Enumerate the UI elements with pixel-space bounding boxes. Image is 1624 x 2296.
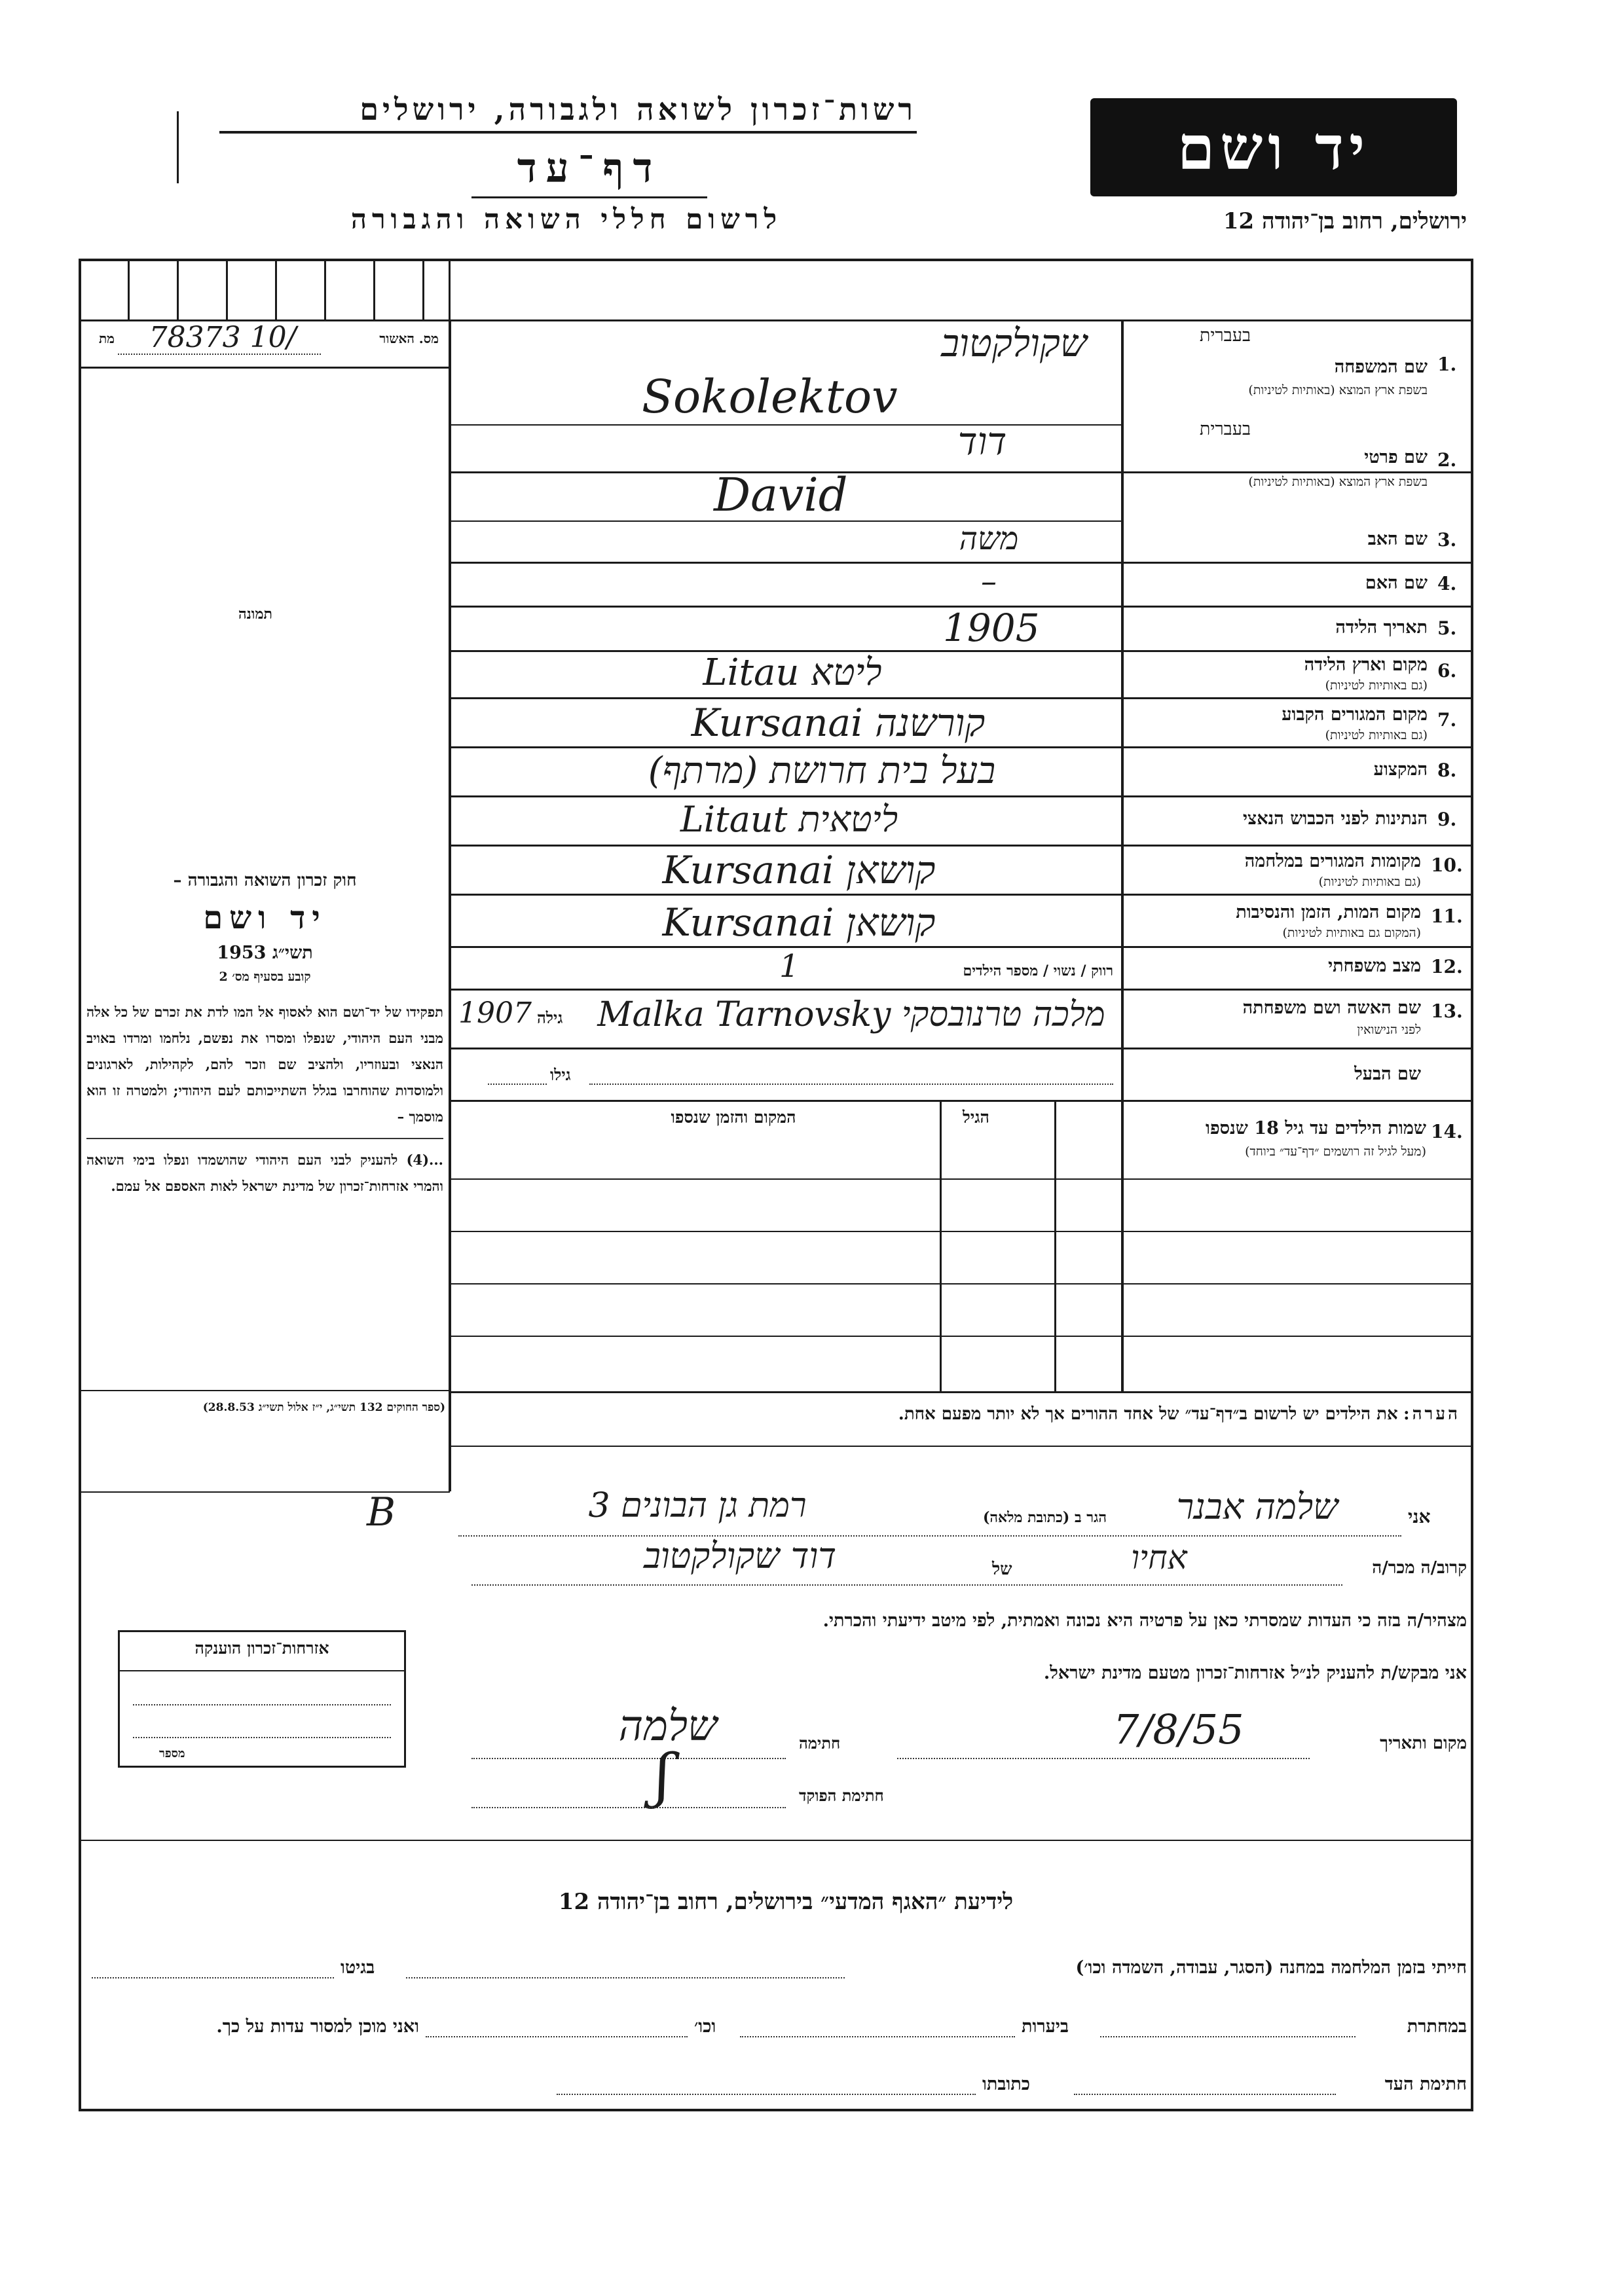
decl-line2-value: אחיו (1131, 1539, 1187, 1576)
bottom-line1-end: בגיטו (341, 1958, 375, 1978)
law-name: יד ושם (203, 900, 327, 936)
field-7-value: Kursanai קורשנה (691, 701, 986, 745)
field-7-label: מקום המגורים הקבוע (1282, 704, 1428, 725)
logo-text: יד ושם (1177, 113, 1371, 183)
label-column-divider (1121, 319, 1124, 1393)
field-1-number: 1. (1437, 354, 1457, 375)
decl-line3: מצהיר/ה בזה כי העדות שמסרתי כאן על פרטיה היא נכונה ואמתית, לפי מיטב ידיעתי והכרתי. (822, 1611, 1467, 1631)
field-6-label: מקום וארץ הלידה (1304, 655, 1428, 675)
field-2-label: שם פרטי (1364, 447, 1428, 467)
field-5-number: 5. (1437, 617, 1457, 639)
bottom-line2-forests: ביערות (1022, 2016, 1069, 2037)
form-title: דף־עד (517, 144, 662, 192)
field-13-age-label: גילה (537, 1008, 563, 1027)
decl-line2-middle: של (992, 1559, 1012, 1579)
field-13-age-value: 1907 (458, 996, 532, 1030)
bottom-line2-etc: וכו׳ (694, 2016, 716, 2037)
law-reference: (ספר החוקים 132 תשי״ג, י״ז אלול תשי״ג 28.8.53) (202, 1401, 445, 1414)
field-2-number: 2. (1437, 449, 1457, 471)
field-14-label: שמות הילדים עד גיל 18 שנספו (1206, 1118, 1426, 1139)
law-divider (86, 1138, 443, 1139)
field-6-sub: (גם באותיות לטיניות) (1325, 678, 1428, 693)
decl-line1-label: אני (1408, 1506, 1431, 1527)
field-12-value: 1 (779, 948, 800, 985)
field-1-hebrew-value: שקולקטוב (941, 321, 1087, 365)
field-9-value: ליטאית Litaut (680, 799, 898, 840)
field-11-number: 11. (1431, 905, 1463, 927)
field-5-value: 1905 (943, 606, 1040, 650)
field-10-number: 10. (1431, 854, 1463, 876)
note-label: הערה: (1403, 1404, 1460, 1424)
address: ירושלים, רחוב בן־יהודה 12 (1223, 208, 1467, 234)
field-2-sub: בשפת ארץ המוצא (באותיות לטיניות) (1248, 475, 1428, 489)
children-col-age: הגיל (963, 1108, 989, 1127)
field-14-sub: (מעל לגיל זה רושמים ״דף־עד״ ביוחד) (1245, 1144, 1426, 1159)
field-13-label: שם האשה ושם משפחתה (1242, 998, 1421, 1018)
field-2-hebrew-value: דוד (957, 419, 1007, 464)
decl-line1-value: שלמה אבנר (1176, 1486, 1338, 1527)
field-12-label: מצב משפחתי (1328, 956, 1421, 976)
field-11-label: מקום המות, הזמן והנסיבות (1236, 902, 1421, 922)
law-ref-top (79, 1390, 450, 1391)
field-8-value: בעל בית חרושת (מרתף) (648, 750, 996, 792)
field-8-number: 8. (1437, 759, 1457, 781)
field-8-label: המקצוע (1373, 759, 1428, 780)
field-13-sub: לפני הנישואין (1357, 1023, 1421, 1037)
citizenship-box-title: אזרחות־זכרון הוענקה (194, 1639, 329, 1658)
decl-line2-name: דוד שקולקטוב (643, 1535, 837, 1576)
field-14-number: 14. (1431, 1121, 1463, 1142)
field-11-sub: (המקום גם באותיות לטיניות) (1282, 926, 1421, 940)
field-10-sub: (גם באותיות לטיניות) (1318, 875, 1421, 889)
field-9-number: 9. (1437, 809, 1457, 830)
decl-line1-middle: הגר ב (כתובת מלאה) (982, 1509, 1107, 1526)
bottom-line2-end: ואני מוכן למסור עדות על כך. (216, 2016, 419, 2037)
place-date-value: 7/8/55 (1113, 1705, 1244, 1753)
field-13-value: מלכה טרנובסקי Malka Tarnovsky (597, 995, 1105, 1034)
field-12-options: רווק / נשוי / מספר הילדים (963, 962, 1113, 979)
signature-label: חתימה (799, 1734, 841, 1753)
field-4-value: – (981, 563, 997, 600)
authority-underline (219, 131, 917, 134)
bottom-line2-start: במחתרת (1407, 2016, 1467, 2037)
field-2-lang: בעברית (1199, 419, 1251, 439)
field-1-lang: בעברית (1199, 325, 1251, 346)
note-text: את הילדים יש לרשום ב״דף־עד״ של אחד ההורים אך לא יותר מפעם אחת. (898, 1404, 1398, 1424)
authority-line: רשות־זכרון לשואה ולגבורה, ירושלים (360, 92, 917, 127)
field-3-label: שם האב (1367, 529, 1428, 549)
law-text-1: תפקידו של יד־ושם הוא לאסוף אל המו לדת את זכרם של כל אלה מבני העם היהודי, שנפלו ומסרו את נפשם, נלחמו ומרדו באויב הנאצי ובעוזריו, ולהציב שם וזכר להם, לקהילות, לארגונים ולמוסדות שהוחרבו בגלל השתייכותם לעם היהודי; ולמטרה זו הוא מוסמך – (86, 1004, 443, 1125)
field-3-number: 3. (1437, 529, 1457, 551)
children-col-place: המקום והזמן שנספו (671, 1108, 796, 1127)
header-tick (177, 111, 179, 183)
law-excerpt (86, 871, 443, 1199)
field-7-sub: (גם באותיות לטיניות) (1325, 728, 1428, 742)
bottom-line1-start: חייתי בזמן המלחמה במחנה (הסגר, עבודה, השמדה וכו׳) (1075, 1958, 1467, 1978)
officer-label: חתימת הפוקד (799, 1786, 884, 1805)
serial-row-bottom (79, 367, 450, 369)
husband-age-label: גילו (550, 1065, 571, 1084)
form-title-underline (471, 196, 707, 198)
field-13-number: 13. (1431, 1000, 1463, 1022)
field-10-label: מקומות המגורים במלחמה (1244, 851, 1421, 871)
citizenship-box-number: מספר (159, 1747, 185, 1760)
form-subtitle: לרשום חללי השואה והגבורה (350, 203, 783, 235)
field-4-number: 4. (1437, 573, 1457, 594)
field-1-sub: בשפת ארץ המוצא (באותיות לטיניות) (1248, 383, 1428, 397)
bottom-title: לידיעת ״האגף המדעי״ בירושלים, רחוב בן־יהודה 12 (558, 1889, 1014, 1915)
note-bottom (450, 1446, 1473, 1447)
field-3-value: משה (959, 520, 1019, 557)
field-1-label: שם המשפחה (1334, 357, 1428, 377)
field-1-latin-value: Sokolektov (642, 370, 898, 424)
serial-label: מס. האשור (379, 331, 439, 346)
law-text-2: ...(4) להעניק לבני העם היהודי שהושמדו ונפלו בימי השואה והמרי אזרחות־זכרון של מדינת ישראל לאות האספם אל עמם. (86, 1152, 443, 1194)
serial-suffix: מת (98, 331, 115, 346)
field-9-label: הנתינות לפני הכבוש הנאצי (1242, 809, 1428, 829)
field-7-number: 7. (1437, 709, 1457, 731)
note (458, 1404, 1460, 1424)
field-2-latin-value: David (714, 468, 848, 522)
field-10-value: Kursanai קושאן (662, 848, 936, 892)
field-5-label: תאריך הלידה (1335, 617, 1428, 638)
field-6-value: ליטא Litau (703, 651, 882, 694)
husband-label: שם הבעל (1354, 1064, 1421, 1084)
field-11-value: Kursanai קושאן (662, 900, 936, 945)
law-year: תשי״ג 1953 (217, 943, 313, 963)
serial-number: /10 78373 (149, 321, 297, 354)
bottom-line3-address: כתובתו (982, 2074, 1030, 2094)
declaration-bottom (79, 1840, 1473, 1841)
field-4-label: שם האם (1365, 573, 1428, 593)
officer-signature-mark: ʃ (655, 1741, 671, 1810)
photo-label: תמונה (238, 606, 272, 623)
signature-value: שלמה (618, 1702, 718, 1751)
yad-vashem-logo (1090, 98, 1457, 196)
law-clause: קובע בסעיף מס׳ 2 (219, 970, 311, 984)
left-panel-divider (449, 319, 451, 1491)
field-6-number: 6. (1437, 660, 1457, 682)
citizenship-box (118, 1630, 406, 1768)
field-12-number: 12. (1431, 956, 1463, 977)
bottom-line3-start: חתימת העד (1384, 2074, 1467, 2094)
decl-line1-address: רמת גן הבונים 3 (588, 1486, 807, 1525)
decl-line4: אני מבקש/ת להעניק לנ״ל אזרחות־זכרון מטעם מדינת ישראל. (1043, 1663, 1467, 1683)
photo-area (81, 370, 448, 845)
law-title: חוק זכרון השואה והגבורה – (173, 871, 357, 890)
place-date-label: מקום ותאריך (1380, 1734, 1467, 1753)
decl-line2-label: קרוב/ה מכר/ה (1372, 1558, 1467, 1578)
decl-margin-mark: B (367, 1489, 396, 1535)
